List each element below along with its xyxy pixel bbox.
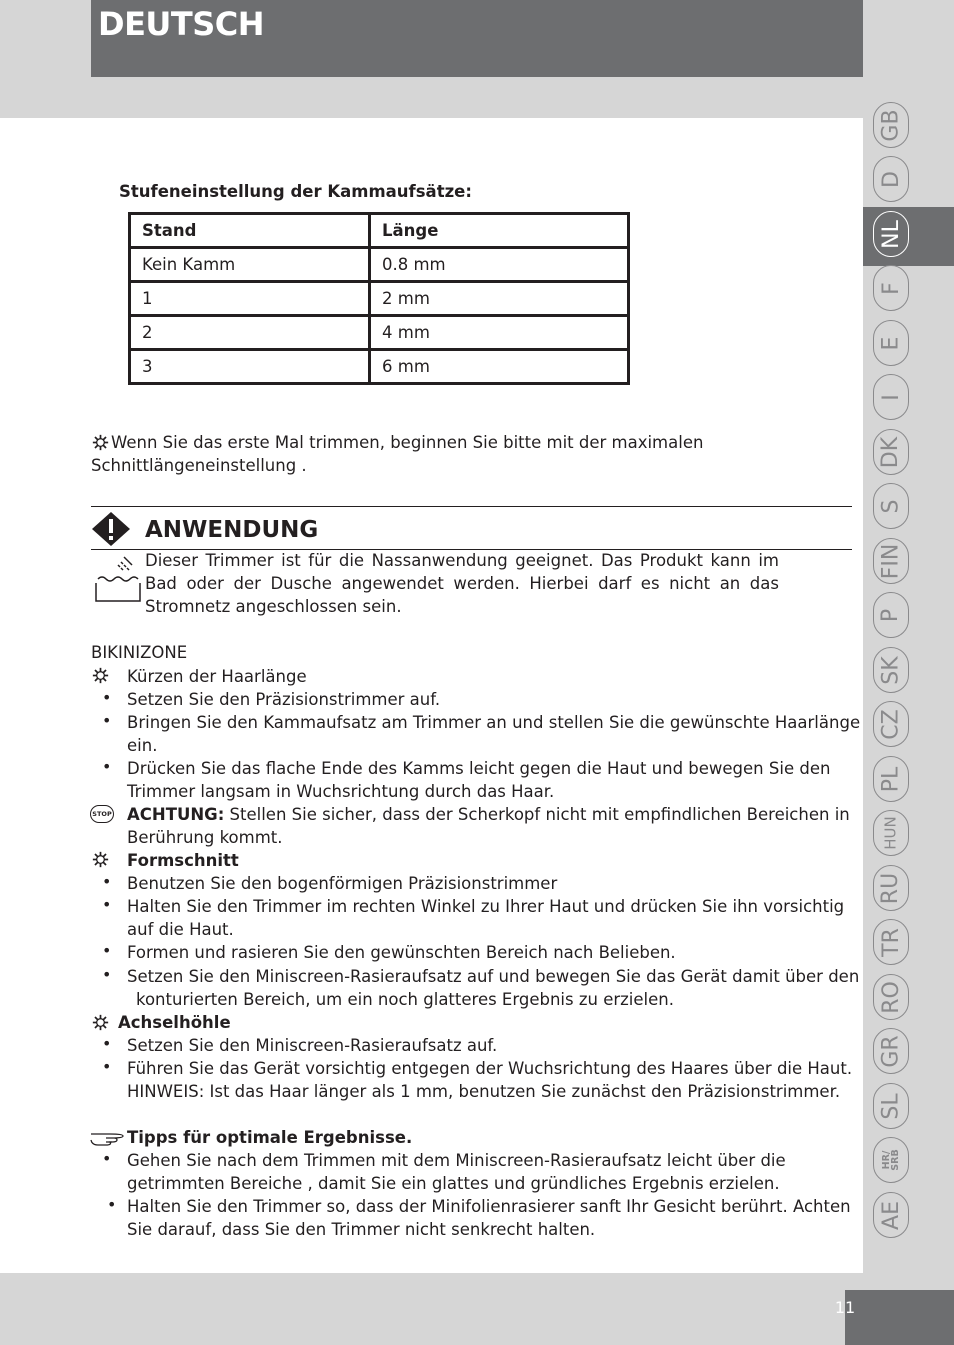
bullet: •: [102, 941, 112, 960]
shower-bath-icon: [94, 553, 142, 603]
lang-tab-pl[interactable]: PL: [873, 756, 909, 802]
stop-icon: STOP: [90, 805, 114, 823]
table-cell: 4 mm: [370, 316, 629, 350]
lang-tab-cz[interactable]: CZ: [873, 701, 909, 747]
list-item: Bringen Sie den Kammaufsatz am Trimmer an und stellen Sie die gewünschte Haarlänge: [127, 713, 861, 732]
lang-tab-sl[interactable]: SL: [873, 1083, 909, 1129]
table-cell: 2 mm: [370, 282, 629, 316]
lang-tab-p[interactable]: P: [873, 592, 909, 638]
bullet: •: [102, 1057, 112, 1076]
list-item: HINWEIS: Ist das Haar länger als 1 mm, benutzen Sie zunächst den Präzisionstrimmer.: [127, 1082, 841, 1101]
lang-tab-nl[interactable]: NL: [873, 211, 909, 257]
list-item: Benutzen Sie den bogenförmigen Präzisionstrimmer: [127, 874, 558, 893]
bullet: •: [102, 872, 112, 891]
list-item: Gehen Sie nach dem Trimmen mit dem Miniscreen-Rasieraufsatz leicht über die: [127, 1151, 786, 1170]
bullet: •: [102, 757, 112, 776]
section-divider: [91, 506, 852, 507]
list-item: Setzen Sie den Miniscreen-Rasieraufsatz auf und bewegen Sie das Gerät damit über den: [127, 967, 860, 986]
subheading: Formschnitt: [127, 851, 239, 870]
table-header-cell: Länge: [370, 214, 629, 248]
warning-text: Berührung kommt.: [127, 828, 283, 847]
list-item: getrimmten Bereiche , damit Sie ein glattes und gründliches Ergebnis erzielen.: [127, 1174, 780, 1193]
bikini-title: BIKINIZONE: [91, 643, 188, 662]
bullet: •: [107, 1195, 117, 1214]
bullet: •: [102, 1034, 112, 1053]
lang-tab-ru[interactable]: RU: [873, 865, 909, 911]
lang-tab-gr[interactable]: GR: [873, 1028, 909, 1074]
pointing-hand-icon: [90, 1128, 124, 1146]
lang-tab-hr-srb[interactable]: HR/ SRB: [873, 1137, 909, 1183]
sun-icon: [92, 851, 109, 868]
list-item: Setzen Sie den Präzisionstrimmer auf.: [127, 690, 441, 709]
lang-tab-ro[interactable]: RO: [873, 974, 909, 1020]
list-item: Sie darauf, dass Sie den Trimmer nicht senkrecht halten.: [127, 1220, 596, 1239]
table-cell: Kein Kamm: [130, 248, 370, 282]
bullet: •: [102, 895, 112, 914]
list-item: Halten Sie den Trimmer im rechten Winkel zu Ihrer Haut und drücken Sie ihn vorsichtig: [127, 897, 845, 916]
list-item: konturierten Bereich, um ein noch glatteres Ergebnis zu erzielen.: [136, 990, 674, 1009]
tip-text: Wenn Sie das erste Mal trimmen, beginnen Sie bitte mit der maximalen: [111, 433, 704, 452]
table-cell: 3: [130, 350, 370, 384]
lang-tab-gb[interactable]: GB: [873, 102, 909, 148]
tips-heading: Tipps für optimale Ergebnisse.: [127, 1128, 413, 1147]
lang-tab-s[interactable]: S: [873, 483, 909, 529]
list-item: Führen Sie das Gerät vorsichtig entgegen der Wuchsrichtung des Haares über die Haut.: [127, 1059, 853, 1078]
warning-icon: [92, 512, 130, 546]
table-header-row: [130, 214, 629, 248]
list-item: Formen und rasieren Sie den gewünschten Bereich nach Belieben.: [127, 943, 676, 962]
table-cell: 6 mm: [370, 350, 629, 384]
comb-settings-table: [128, 212, 630, 385]
comb-heading: Stufeneinstellung der Kammaufsätze:: [119, 182, 472, 201]
wet-use-note: Dieser Trimmer ist für die Nassanwendung geeignet. Das Produkt kann im Bad oder der Dusche angewendet werden. Hierbei darf es nicht an das Stromnetz angeschlossen sein.: [145, 551, 779, 616]
lang-tab-hun[interactable]: HUN: [873, 810, 909, 856]
table-cell: 1: [130, 282, 370, 316]
bullet: •: [102, 688, 112, 707]
subheading: Kürzen der Haarlänge: [127, 667, 307, 686]
sun-icon: [92, 667, 109, 684]
list-item: Drücken Sie das flache Ende des Kamms leicht gegen die Haut und bewegen Sie den: [127, 759, 831, 778]
subheading: Achselhöhle: [118, 1013, 231, 1032]
bullet: •: [102, 965, 112, 984]
lang-tab-f[interactable]: F: [873, 265, 909, 311]
lang-tab-sk[interactable]: SK: [873, 647, 909, 693]
page-number: 11: [834, 1298, 856, 1317]
sun-icon: [92, 1014, 109, 1031]
list-item: auf die Haut.: [127, 920, 234, 939]
lang-tab-d[interactable]: D: [873, 156, 909, 202]
sun-icon: [92, 434, 109, 451]
tip-text: Schnittlängeneinstellung .: [91, 456, 307, 475]
list-item: Trimmer langsam in Wuchsrichtung durch das Haar.: [127, 782, 555, 801]
table-cell: 2: [130, 316, 370, 350]
lang-tab-tr[interactable]: TR: [873, 919, 909, 965]
bullet: •: [102, 1149, 112, 1168]
lang-tab-e[interactable]: E: [873, 320, 909, 366]
list-item: Halten Sie den Trimmer so, dass der Minifolienrasierer sanft Ihr Gesicht berührt. Achten: [127, 1197, 851, 1216]
table-row: [130, 350, 629, 384]
lang-tab-ae[interactable]: AE: [873, 1192, 909, 1238]
lang-tab-i[interactable]: I: [873, 374, 909, 420]
list-item: ein.: [127, 736, 158, 755]
section-heading: ANWENDUNG: [145, 517, 319, 543]
lang-tab-fin[interactable]: FIN: [873, 538, 909, 584]
table-row: [130, 248, 629, 282]
table-header-cell: Stand: [130, 214, 370, 248]
page-number-box: [834, 1290, 954, 1345]
bullet: •: [102, 711, 112, 730]
table-row: [130, 316, 629, 350]
table-cell: 0.8 mm: [370, 248, 629, 282]
lang-tab-dk[interactable]: DK: [873, 429, 909, 475]
warning-text: ACHTUNG: Stellen Sie sicher, dass der Scherkopf nicht mit empfindlichen Bereichen in: [127, 805, 850, 824]
table-row: [130, 282, 629, 316]
page-title: DEUTSCH: [98, 5, 265, 43]
list-item: Setzen Sie den Miniscreen-Rasieraufsatz auf.: [127, 1036, 498, 1055]
